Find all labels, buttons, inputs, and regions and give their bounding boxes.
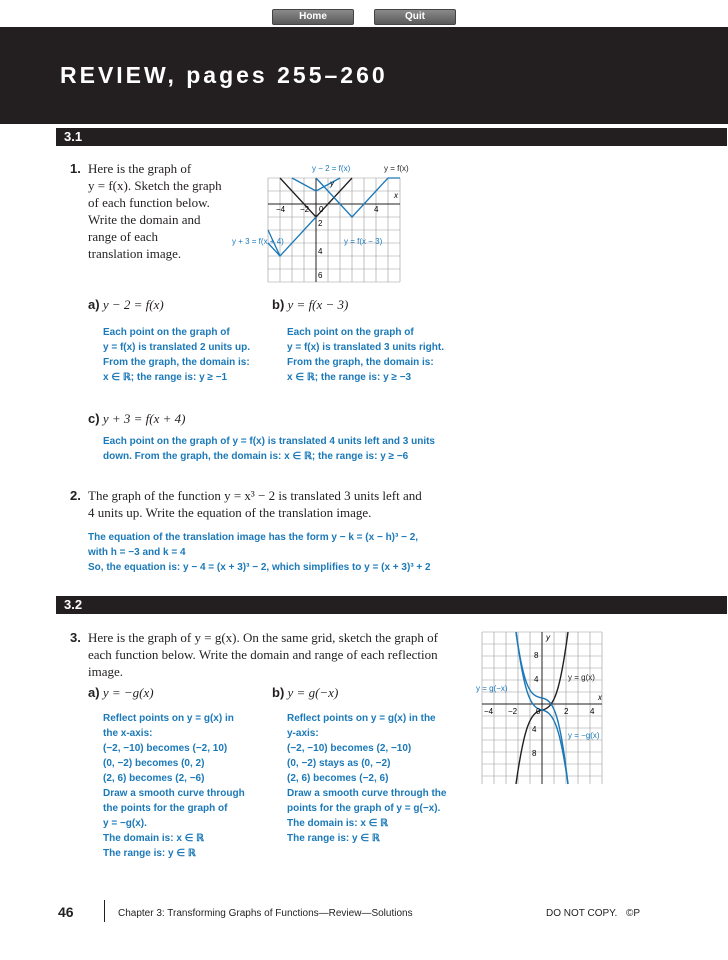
svg-text:8: 8: [532, 749, 537, 758]
svg-text:x: x: [394, 191, 398, 200]
chapter-footer: Chapter 3: Transforming Graphs of Functions—Review—Solutions: [118, 908, 413, 919]
q1b-answer: Each point on the graph of y = f(x) is translated 3 units right. From the graph, the domain is: x ∈ ℝ; the range is: y ≥ −3: [287, 327, 444, 383]
q1a-answer: Each point on the graph of y = f(x) is translated 2 units up. From the graph, the domain is: x ∈ ℝ; the range is: y ≥ −1: [103, 327, 250, 383]
section-header-3-2: [56, 596, 727, 614]
label-f: y = f(x): [384, 164, 409, 173]
copyright-mark: ©P: [626, 908, 641, 919]
q1c-answer: Each point on the graph of y = f(x) is translated 4 units left and 3 units down. From the graph, the domain is: x ∈ ℝ; the range is: y ≥ −6: [103, 436, 435, 462]
page-title: REVIEW, pages 255–260: [60, 62, 388, 88]
svg-text:y: y: [546, 633, 550, 642]
svg-text:2: 2: [318, 219, 323, 228]
q3b-label: b) y = g(−x): [272, 685, 339, 700]
svg-text:4: 4: [374, 205, 379, 214]
svg-text:2: 2: [564, 707, 569, 716]
svg-text:−2: −2: [508, 707, 518, 716]
svg-text:4: 4: [534, 675, 539, 684]
label-y-plus-3: y + 3 = f(x + 4): [232, 237, 284, 246]
section-label: 3.1: [64, 129, 83, 144]
label-g: y = g(x): [568, 673, 595, 682]
svg-text:0: 0: [319, 205, 324, 214]
q3a-answer: Reflect points on y = g(x) in the x-axis: (−2, −10) becomes (−2, 10) (0, −2) becomes (0, 2) (2, 6) becomes (2, −6) Draw a smooth curve through the points for the graph of y = −g(x). The domain is: x ∈ ℝ The range is: y ∈ ℝ: [103, 713, 245, 859]
svg-text:0: 0: [536, 707, 541, 716]
copy-notice: DO NOT COPY.: [546, 908, 618, 919]
section-label: 3.2: [64, 597, 83, 612]
q1c-label: c) y + 3 = f(x + 4): [88, 411, 186, 426]
svg-text:4: 4: [532, 725, 537, 734]
question-3-text: Here is the graph of y = g(x). On the same grid, sketch the graph of each function below. Write the domain and range of each reflection image.: [88, 630, 438, 679]
question-1-number: 1.: [70, 161, 81, 176]
question-2-text: The graph of the function y = x³ − 2 is translated 3 units left and 4 units up. Write the equation of the translation image.: [88, 488, 422, 520]
q1b-label: b) y = f(x − 3): [272, 297, 349, 312]
svg-text:−4: −4: [276, 205, 286, 214]
svg-text:4: 4: [590, 707, 595, 716]
label-g-neg-x: y = g(−x): [476, 684, 508, 693]
quit-button[interactable]: Quit: [374, 9, 456, 25]
page-number: 46: [58, 904, 74, 920]
q3-graph: [472, 628, 620, 788]
svg-text:−4: −4: [484, 707, 494, 716]
q3b-answer: Reflect points on y = g(x) in the y-axis: (−2, −10) becomes (2, −10) (0, −2) stays as (0, −2) (2, 6) becomes (−2, 6) Draw a smooth curve through the points for the graph of y = g(−x). The domain is: x ∈ ℝ The range is: y ∈ ℝ: [287, 713, 447, 844]
q2-answer: The equation of the translation image has the form y − k = (x − h)³ − 2, with h = −3 and k = 4 So, the equation is: y − 4 = (x + 3)³ − 2, which simplifies to y = (x + 3)³ + 2: [88, 532, 431, 573]
q1a-label: a) y − 2 = f(x): [88, 297, 164, 312]
home-button[interactable]: Home: [272, 9, 354, 25]
q3a-label: a) y = −g(x): [88, 685, 154, 700]
section-header-3-1: [56, 128, 727, 146]
svg-text:8: 8: [534, 651, 539, 660]
q1-graph: [232, 158, 422, 286]
svg-text:−2: −2: [300, 205, 310, 214]
label-x-minus-3: y = f(x − 3): [344, 237, 383, 246]
question-3-number: 3.: [70, 630, 81, 645]
question-1-text: Here is the graph of y = f(x). Sketch the graph of each function below. Write the domain and range of each translation image.: [88, 161, 222, 261]
svg-text:y: y: [330, 179, 334, 188]
label-neg-g: y = −g(x): [568, 731, 600, 740]
svg-text:6: 6: [318, 271, 323, 280]
label-y-minus-2: y − 2 = f(x): [312, 164, 351, 173]
svg-text:4: 4: [318, 247, 323, 256]
footer-divider: [104, 900, 105, 922]
question-2-number: 2.: [70, 488, 81, 503]
svg-text:x: x: [598, 693, 602, 702]
